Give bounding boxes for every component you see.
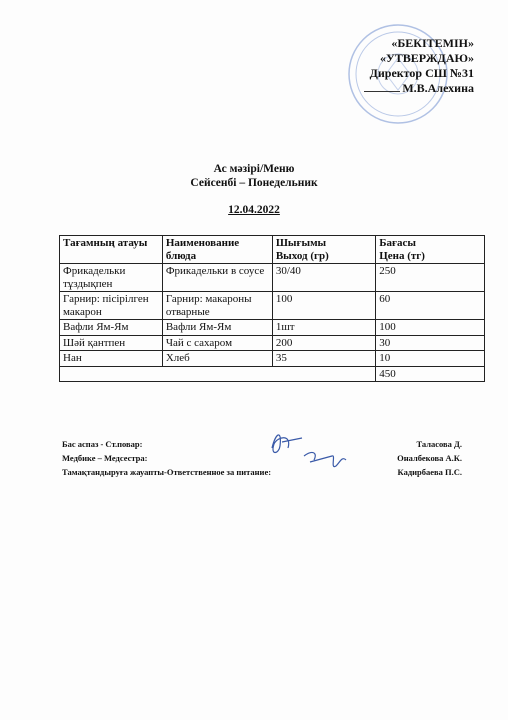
signature-row-nurse: [62, 451, 462, 465]
total-row: [60, 366, 485, 382]
cell-name-kz: Шәй қантпен: [60, 335, 163, 351]
menu-title-block: [0, 162, 508, 190]
cell-name-ru: Чай с сахаром: [162, 335, 272, 351]
nutrition-role: Тамақтандыруға жауапты-Ответственное за питание:: [62, 467, 272, 477]
header-price-kz: Бағасы: [379, 237, 416, 249]
header-yield-kz: Шығымы: [275, 237, 327, 249]
table-row: [60, 351, 485, 367]
cell-name-ru: Хлеб: [162, 351, 272, 367]
cell-price: 30: [376, 335, 485, 351]
cell-name-kz: Вафли Ям-Ям: [60, 320, 163, 336]
approval-name: М.В.Алехина: [402, 81, 474, 95]
signature-row-nutrition: [62, 465, 462, 479]
cell-yield: 1шт: [272, 320, 375, 336]
header-name-kz: Тағамның атауы: [60, 236, 163, 264]
nurse-role: Медбике – Медсестра:: [62, 453, 148, 463]
cell-price: 60: [376, 292, 485, 320]
signature-line: [364, 91, 400, 92]
cell-yield: 100: [272, 292, 375, 320]
table-row: [60, 320, 485, 336]
nutrition-name: Кадирбаева П.С.: [397, 467, 462, 477]
day-label: Сейсенбі – Понедельник: [190, 177, 318, 189]
cell-price: 10: [376, 351, 485, 367]
header-price-ru: Цена (тг): [379, 249, 425, 262]
table-row: [60, 264, 485, 292]
menu-date: 12.04.2022: [228, 204, 280, 216]
cell-name-kz: Фрикадельки тұздықпен: [60, 264, 163, 292]
table-header-row: [60, 236, 485, 264]
page-title: Ас мәзірі/Меню: [213, 163, 295, 175]
header-yield: [272, 236, 375, 264]
cell-yield: 30/40: [272, 264, 375, 292]
approval-signer: [324, 81, 474, 96]
approval-ru: «УТВЕРЖДАЮ»: [379, 51, 474, 65]
signatures-block: [62, 437, 462, 479]
cook-role: Бас аспаз - Ст.повар:: [62, 439, 143, 449]
approval-kz: «БЕКІТЕМІН»: [391, 36, 474, 50]
menu-table: [59, 235, 485, 382]
cell-yield: 200: [272, 335, 375, 351]
cell-price: 100: [376, 320, 485, 336]
approval-block: [324, 36, 474, 96]
cell-name-ru: Фрикадельки в соусе: [162, 264, 272, 292]
cell-name-kz: Гарнир: пісірілген макарон: [60, 292, 163, 320]
cell-name-ru: Вафли Ям-Ям: [162, 320, 272, 336]
total-spacer: [60, 366, 376, 382]
header-price: [376, 236, 485, 264]
table-row: [60, 292, 485, 320]
cell-price: 250: [376, 264, 485, 292]
table-row: [60, 335, 485, 351]
cook-name: Таласова Д.: [416, 439, 462, 449]
nurse-name: Оналбекова А.К.: [397, 453, 462, 463]
cell-name-ru: Гарнир: макароны отварные: [162, 292, 272, 320]
cell-name-kz: Нан: [60, 351, 163, 367]
header-name-ru: Наименование блюда: [162, 236, 272, 264]
approval-position: Директор СШ №31: [369, 66, 474, 80]
signature-row-cook: [62, 437, 462, 451]
total-value: 450: [376, 366, 485, 382]
header-yield-ru: Выход (гр): [275, 249, 329, 262]
cell-yield: 35: [272, 351, 375, 367]
